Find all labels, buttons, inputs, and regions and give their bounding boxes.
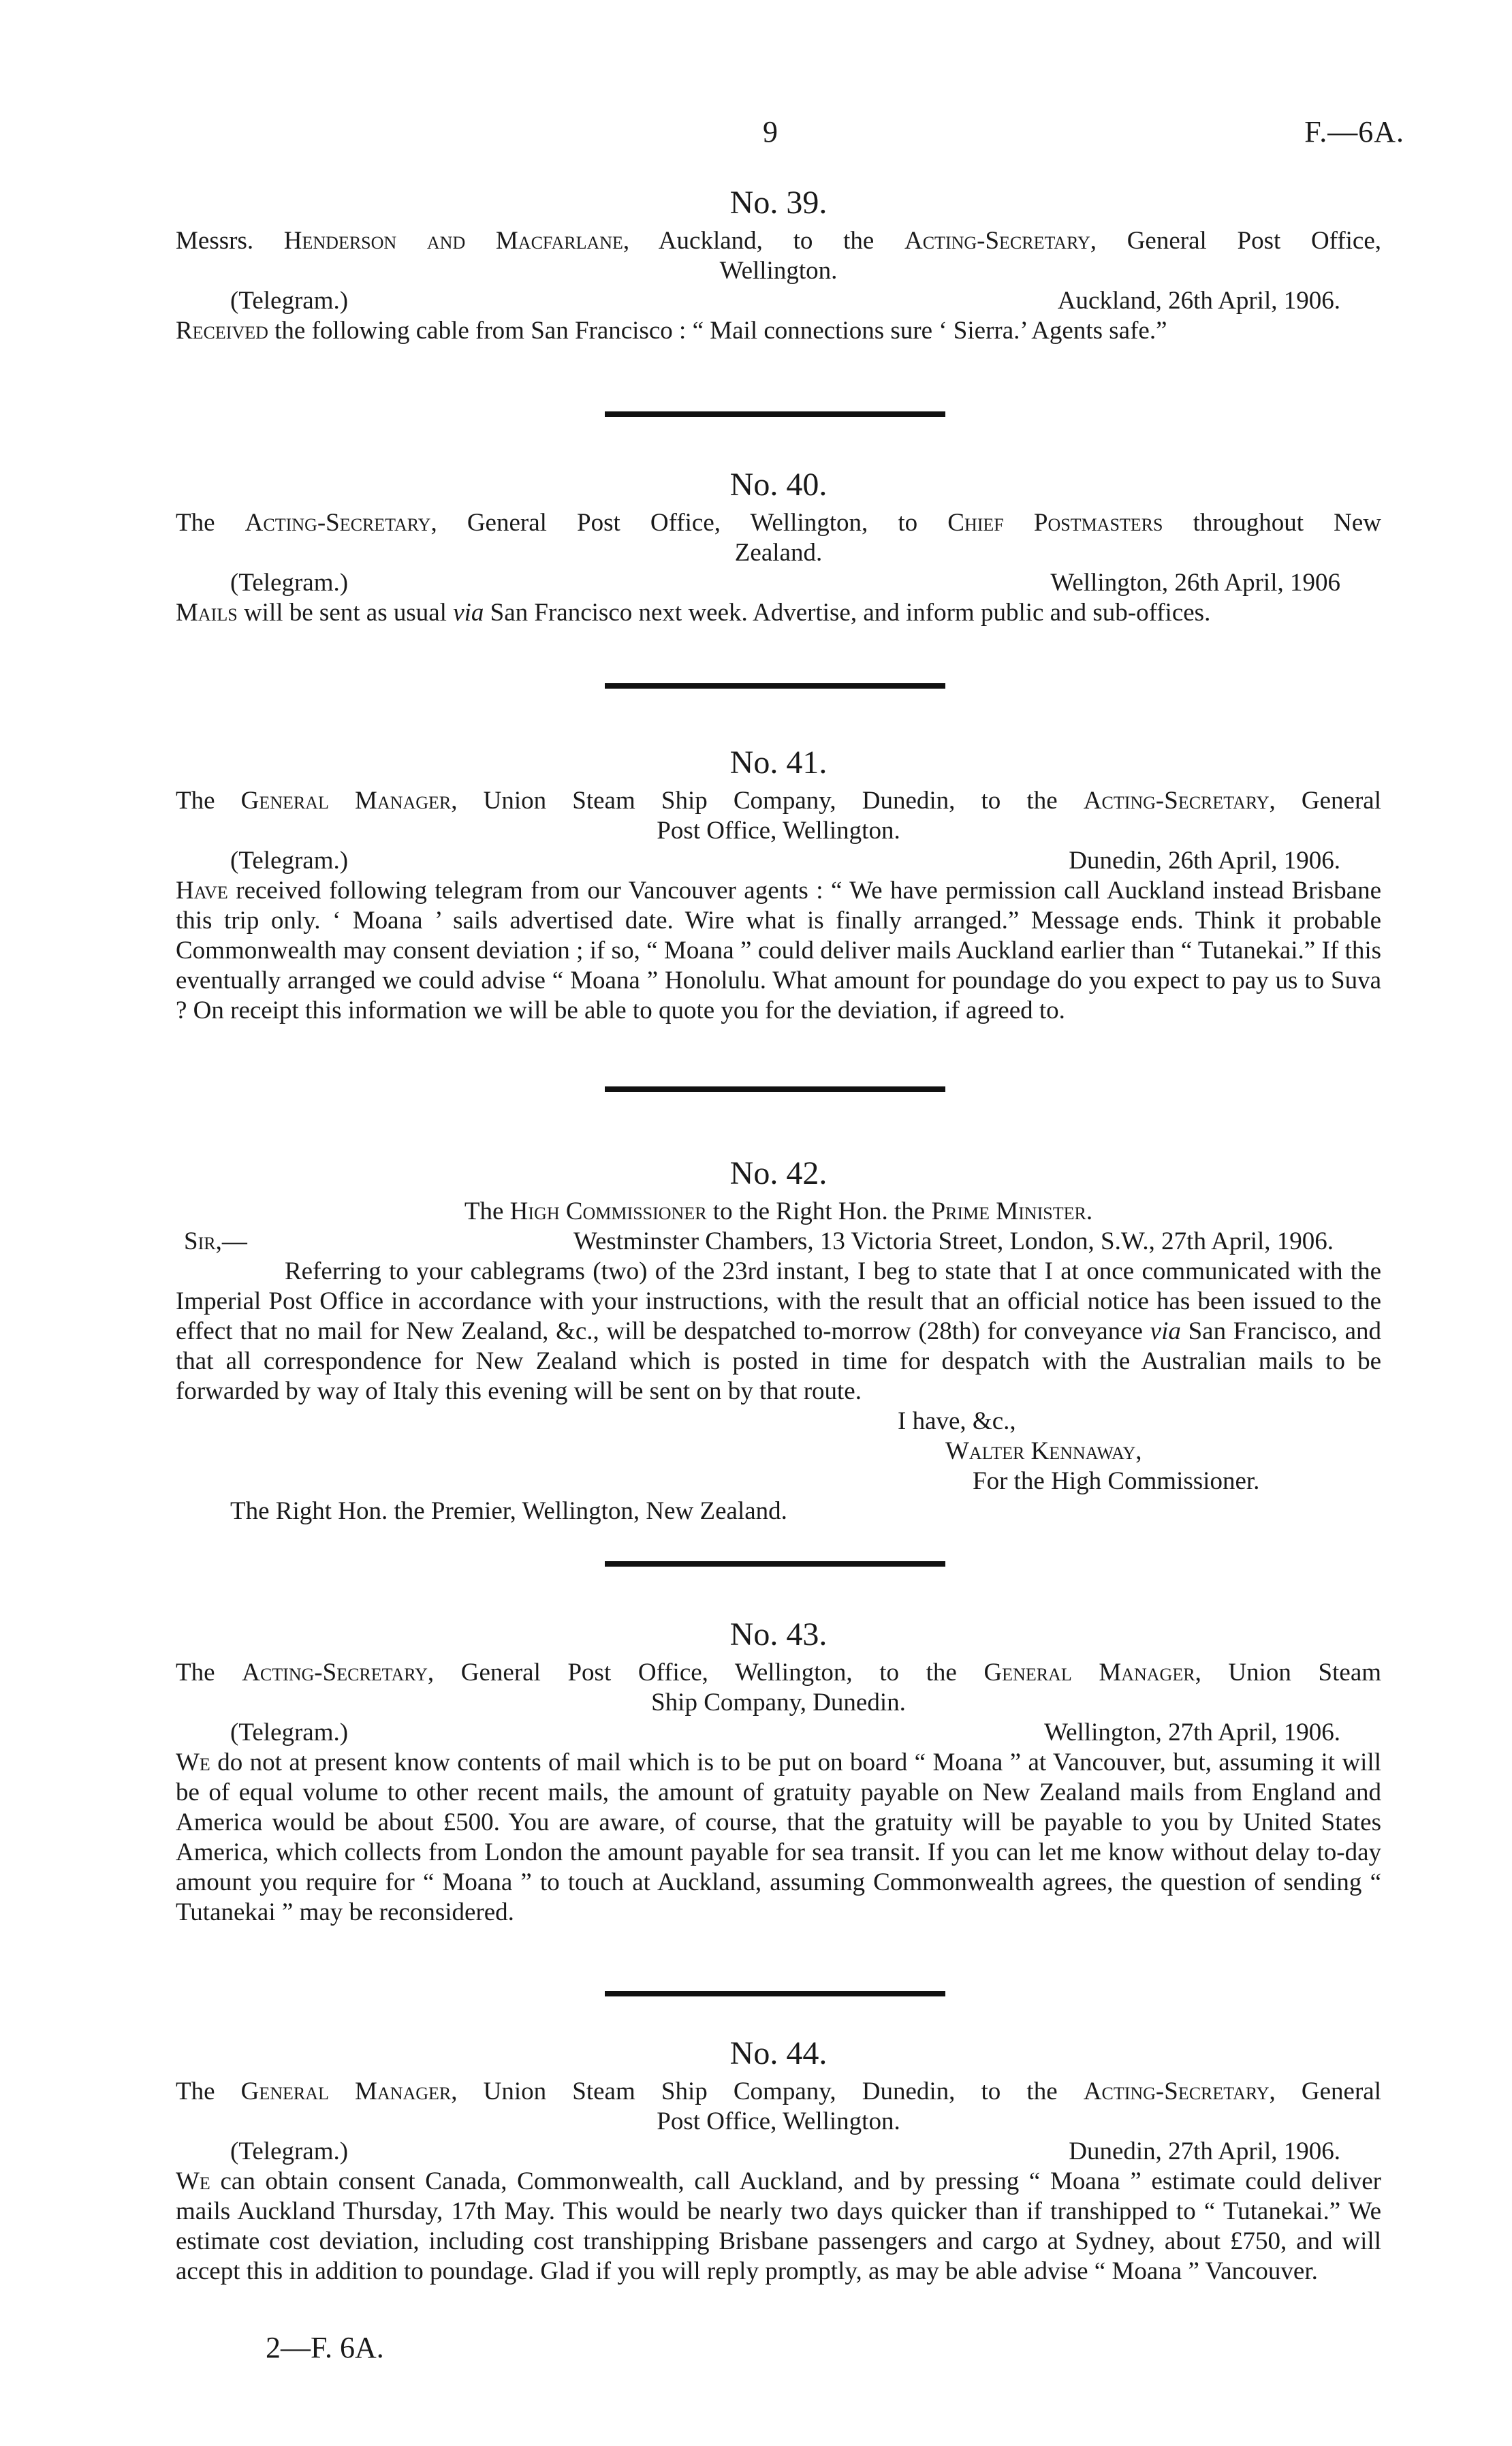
section-divider <box>605 1561 945 1567</box>
section-divider <box>605 411 945 417</box>
letter-number: No. 40. <box>729 467 828 503</box>
letter-number: No. 41. <box>729 744 828 781</box>
letter-heading-end: Ship Company, Dunedin. <box>651 1689 906 1716</box>
letter-number: No. 42. <box>729 1155 828 1191</box>
letter-42 <box>176 1153 1381 1526</box>
telegram-line: (Telegram.) Wellington, 26th April, 1906 <box>230 569 1340 597</box>
telegram-line: (Telegram.) Dunedin, 27th April, 1906. <box>230 2137 1340 2165</box>
page-footer: 2—F. 6A. <box>266 2331 384 2364</box>
section-divider <box>605 683 945 689</box>
letter-body: Received the following cable from San Francisco : “ Mail connections sure ‘ Sierra.’ Agents safe.” <box>176 317 1167 345</box>
letter-heading-end: Wellington. <box>719 257 838 285</box>
recipient: The Right Hon. the Premier, Wellington, New Zealand. <box>230 1497 787 1525</box>
address-line <box>176 1227 1381 1257</box>
salutation: Sir,— <box>184 1227 247 1255</box>
telegram-line: (Telegram.) Wellington, 27th April, 1906. <box>230 1719 1340 1746</box>
page-reference: F.—6A. <box>1304 115 1404 148</box>
section-divider <box>605 1086 945 1092</box>
letter-heading-end: Post Office, Wellington. <box>657 2107 900 2135</box>
letter-44 <box>176 2033 1381 2287</box>
letter-43 <box>176 1614 1381 1928</box>
letter-39 <box>176 183 1381 346</box>
letter-40 <box>176 465 1381 628</box>
letter-body: We do not at present know contents of mail which is to be put on board “ Moana ” at Vancouver, but, assuming it will be of equal volume to other recent mails, the amount of gratuity payable on New Zealand mails from England and America would be about £500. You are aware, of course, that the gratuity will be payable to you by United States America, which collects from London the amount payable for sea transit. If you can let me know without delay to-day amount you require for “ Moana ” to touch at Auckland, assuming Commonwealth agrees, the question of sending “ Tutanekai ” may be reconsidered. <box>176 1749 1381 1926</box>
letter-heading: The General Manager, Union Steam Ship Company, Dunedin, to the Acting-Secretary, General <box>176 787 1381 815</box>
letter-body: Mails will be sent as usual via San Francisco next week. Advertise, and inform public and sub-offices. <box>176 599 1211 627</box>
signature: Walter Kennaway, <box>945 1437 1142 1465</box>
section-divider <box>605 1991 945 1996</box>
telegram-line: (Telegram.) Dunedin, 26th April, 1906. <box>230 847 1340 875</box>
letter-number: No. 39. <box>729 185 828 221</box>
letter-heading-end: Post Office, Wellington. <box>657 817 900 845</box>
letter-body: Referring to your cablegrams (two) of the 23rd instant, I beg to state that I at once communicated with the Imperial Post Office in accordance with your instructions, with the result that an official notice has been issued to the effect that no mail for New Zealand, &c., will be despatched to-morrow (28th) for conveyance via San Francisco, and that all correspondence for New Zealand which is posted in time for despatch with the Australian mails to be forwarded by way of Italy this evening will be sent on by that route. <box>176 1257 1381 1405</box>
letter-heading-end: Zealand. <box>734 539 823 567</box>
page-number: 9 <box>763 115 778 148</box>
telegram-line: (Telegram.) Auckland, 26th April, 1906. <box>230 287 1340 315</box>
closing: I have, &c., <box>898 1407 1016 1435</box>
letter-heading: The High Commissioner to the Right Hon. the Prime Minister. <box>464 1197 1093 1225</box>
signer-title: For the High Commissioner. <box>973 1467 1260 1495</box>
letter-number: No. 44. <box>729 2035 828 2071</box>
letter-heading: The General Manager, Union Steam Ship Company, Dunedin, to the Acting-Secretary, General <box>176 2077 1381 2105</box>
letter-body: We can obtain consent Canada, Commonwealth, call Auckland, and by pressing “ Moana ” estimate could deliver mails Auckland Thursday, 17th May. This would be nearly two days quicker than if transhipped to “ Tutanekai.” We estimate cost deviation, including cost transhipping Brisbane passengers and cargo at Sydney, about £750, and will accept this in addition to poundage. Glad if you will reply promptly, as may be able advise “ Moana ” Vancouver. <box>176 2167 1381 2285</box>
letter-heading: The Acting-Secretary, General Post Office, Wellington, to Chief Postmasters throughout New <box>176 509 1382 537</box>
letter-number: No. 43. <box>729 1616 828 1652</box>
sender-address: Westminster Chambers, 13 Victoria Street, London, S.W., 27th April, 1906. <box>573 1227 1334 1255</box>
letter-heading: Messrs. Henderson and Macfarlane, Auckland, to the Acting-Secretary, General Post Office, <box>176 227 1382 255</box>
letter-heading: The Acting-Secretary, General Post Office, Wellington, to the General Manager, Union Steam <box>176 1659 1382 1687</box>
letter-41 <box>176 742 1381 1026</box>
letter-body: Have received following telegram from our Vancouver agents : “ We have permission call Auckland instead Brisbane this trip only. ‘ Moana ’ sails advertised date. Wire what is finally arranged.” Message ends. Think it probable Commonwealth may consent deviation ; if so, “ Moana ” could deliver mails Auckland earlier than “ Tutanekai.” If this eventually arranged we could advise “ Moana ” Honolulu. What amount for poundage do you expect to pay us to Suva ? On receipt this information we will be able to quote you for the deviation, if agreed to. <box>176 877 1381 1024</box>
